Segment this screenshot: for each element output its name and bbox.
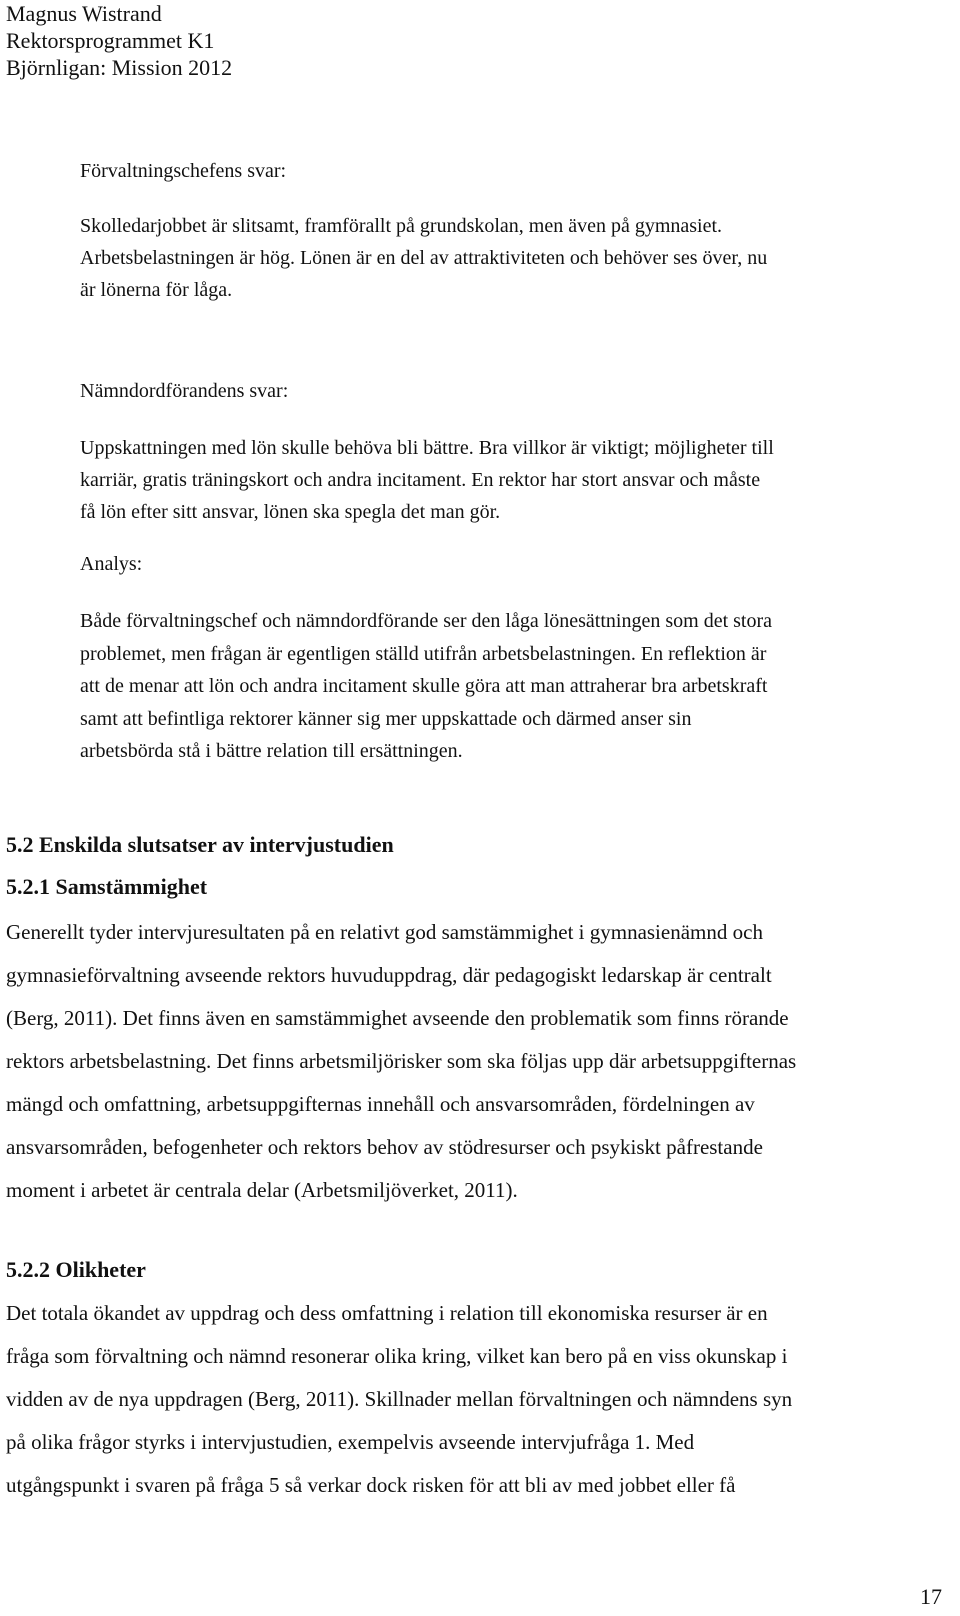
text-line: (Berg, 2011). Det finns även en samstämmighet avseende den problematik som finns rörande: [6, 1006, 789, 1030]
header-title: Björnligan: Mission 2012: [6, 55, 233, 80]
text-line: Uppskattningen med lön skulle behöva bli bättre. Bra villkor är viktigt; möjligheter till: [80, 437, 774, 459]
paragraph-samstammighet: [6, 911, 960, 1212]
text-line: gymnasieförvaltning avseende rektors huvuduppdrag, där pedagogiskt ledarskap är centralt: [6, 963, 772, 987]
text-line: Det totala ökandet av uppdrag och dess omfattning i relation till ekonomiska resurser är en: [6, 1301, 768, 1325]
text-line: ansvarsområden, befogenheter och rektors behov av stödresurser och psykiskt påfrestande: [6, 1135, 763, 1159]
text-line: fråga som förvaltning och nämnd resonerar olika kring, vilket kan bero på en viss okunskap i: [6, 1344, 788, 1368]
header-program: Rektorsprogrammet K1: [6, 28, 215, 53]
text-line: är lönerna för låga.: [80, 279, 233, 301]
label-namndordforande: Nämndordförandens svar:: [80, 380, 289, 402]
analys-text: [80, 605, 960, 768]
section-heading-5-2-1: 5.2.1 Samstämmighet: [6, 874, 208, 899]
text-line: Både förvaltningschef och nämndordförande ser den låga lönesättningen som det stora: [80, 610, 773, 632]
text-line: problemet, men frågan är egentligen ställd utifrån arbetsbelastningen. En reflektion är: [80, 642, 767, 665]
text-line: samt att befintliga rektorer känner sig mer uppskattade och därmed anser sin: [80, 707, 692, 730]
text-line: på olika frågor styrks i intervjustudien, exempelvis avseende intervjufråga 1. Med: [6, 1430, 695, 1454]
text-line: Skolledarjobbet är slitsamt, framförallt på grundskolan, men även på gymnasiet.: [80, 215, 723, 237]
section-heading-5-2-2: 5.2.2 Olikheter: [6, 1257, 146, 1282]
text-line: arbetsbörda stå i bättre relation till ersättningen.: [80, 740, 463, 762]
section-heading-5-2: 5.2 Enskilda slutsatser av intervjustudien: [6, 832, 394, 857]
label-forvaltningschef: Förvaltningschefens svar:: [80, 160, 287, 182]
text-line: moment i arbetet är centrala delar (Arbetsmiljöverket, 2011).: [6, 1178, 518, 1202]
text-line: mängd och omfattning, arbetsuppgifternas innehåll och ansvarsområden, fördelningen av: [6, 1092, 755, 1116]
label-analys: Analys:: [80, 553, 143, 575]
text-line: få lön efter sitt ansvar, lönen ska spegla det man gör.: [80, 501, 501, 523]
text-line: Arbetsbelastningen är hög. Lönen är en del av attraktiviteten och behöver ses över, nu: [80, 247, 768, 269]
paragraph-olikheter: [6, 1292, 960, 1507]
answer-namndordforande: [80, 432, 960, 528]
header-author: Magnus Wistrand: [6, 1, 162, 26]
page-header: [6, 0, 232, 81]
text-line: karriär, gratis träningskort och andra incitament. En rektor har stort ansvar och måste: [80, 469, 761, 491]
page-number: 17: [920, 1584, 942, 1609]
text-line: rektors arbetsbelastning. Det finns arbetsmiljörisker som ska följas upp där arbetsuppgifternas: [6, 1049, 797, 1073]
text-line: att de menar att lön och andra incitament skulle göra att man attraherar bra arbetskraft: [80, 675, 768, 697]
answer-forvaltningschef: [80, 210, 960, 306]
text-line: utgångspunkt i svaren på fråga 5 så verkar dock risken för att bli av med jobbet eller få: [6, 1473, 736, 1497]
text-line: vidden av de nya uppdragen (Berg, 2011). Skillnader mellan förvaltningen och nämndens syn: [6, 1387, 793, 1411]
text-line: Generellt tyder intervjuresultaten på en relativt god samstämmighet i gymnasienämnd och: [6, 920, 763, 944]
